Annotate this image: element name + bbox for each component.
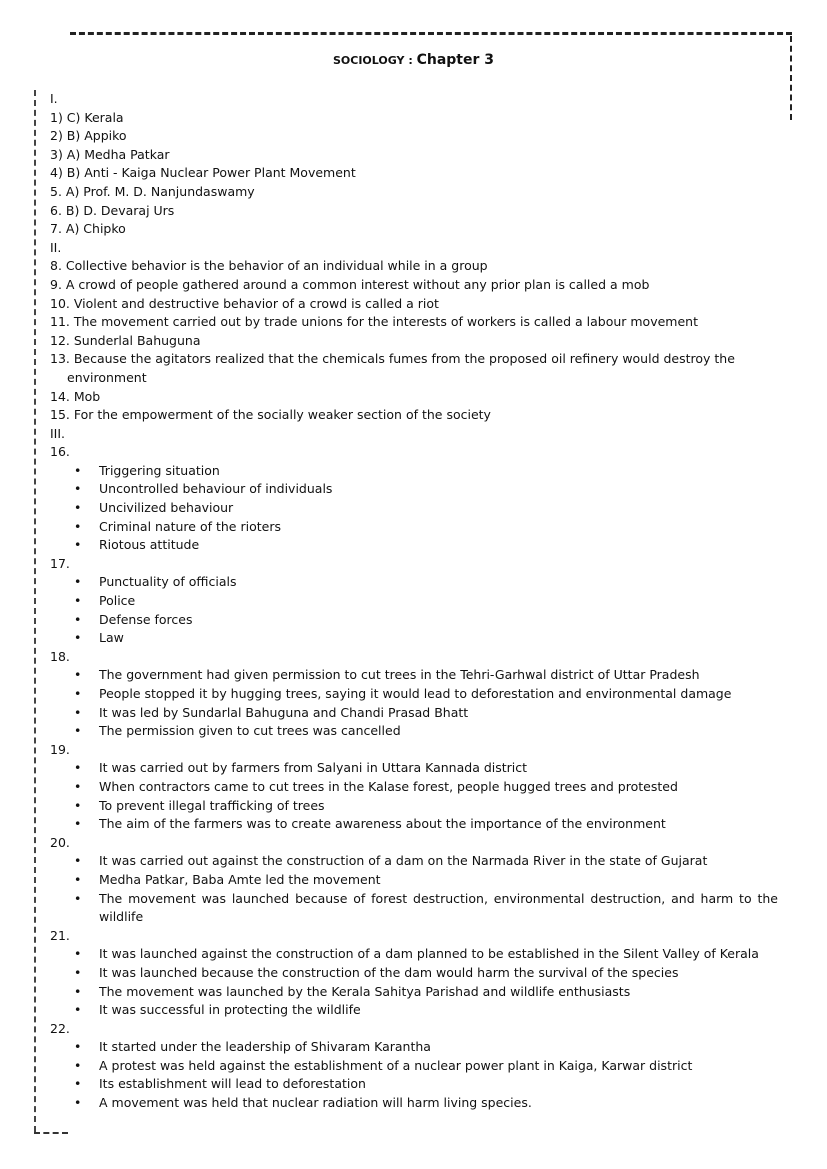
answer-line: 5. A) Prof. M. D. Nanjundaswamy xyxy=(50,183,255,199)
answer-line: 6. B) D. Devaraj Urs xyxy=(50,202,175,218)
question-number: 21. xyxy=(50,927,70,943)
answer-line: 13. Because the agitators realized that the chemicals fumes from the proposed oil refinery would destroy the environment xyxy=(50,351,735,385)
answer-line: 9. A crowd of people gathered around a common interest without any prior plan is called a mob xyxy=(50,276,650,292)
bullet-item: • Law xyxy=(50,629,778,648)
bullet-item: • It was launched against the construction of a dam planned to be established in the Silent Valley of Kerala xyxy=(50,945,778,964)
answer-line: 3) A) Medha Patkar xyxy=(50,146,170,162)
question-number: 20. xyxy=(50,834,70,850)
bullet-list xyxy=(50,759,778,833)
bullet-item: • Its establishment will lead to deforestation xyxy=(50,1075,778,1094)
chapter-label: Chapter 3 xyxy=(416,52,494,68)
bullet-item: • Uncivilized behaviour xyxy=(50,499,778,518)
answer-key xyxy=(50,90,778,1113)
bullet-item: • It was led by Sundarlal Bahuguna and Chandi Prasad Bhatt xyxy=(50,704,778,723)
bullet-item: • The aim of the farmers was to create awareness about the importance of the environment xyxy=(50,815,778,834)
answer-line: 7. A) Chipko xyxy=(50,221,126,237)
answer-line: 4) B) Anti - Kaiga Nuclear Power Plant Movement xyxy=(50,165,356,181)
bullet-item: • Medha Patkar, Baba Amte led the movement xyxy=(50,871,778,890)
answer-line: 1) C) Kerala xyxy=(50,109,124,125)
bullet-item: • Triggering situation xyxy=(50,462,778,481)
bullet-item: • It was launched because the construction of the dam would harm the survival of the species xyxy=(50,964,778,983)
bullet-item: • When contractors came to cut trees in the Kalase forest, people hugged trees and protested xyxy=(50,778,778,797)
bullet-item: • A movement was held that nuclear radiation will harm living species. xyxy=(50,1094,778,1113)
answer-line: 11. The movement carried out by trade unions for the interests of workers is called a labour movement xyxy=(50,314,698,330)
bullet-item: • Uncontrolled behaviour of individuals xyxy=(50,480,778,499)
page-border-top xyxy=(70,32,792,35)
page-border-right xyxy=(790,36,792,120)
question-number: 19. xyxy=(50,741,70,757)
bullet-list xyxy=(50,852,778,926)
bullet-list xyxy=(50,945,778,1019)
bullet-list xyxy=(50,462,778,555)
bullet-item: • The government had given permission to cut trees in the Tehri-Garhwal district of Uttar Pradesh xyxy=(50,666,778,685)
bullet-item: • It started under the leadership of Shivaram Karantha xyxy=(50,1038,778,1057)
bullet-list xyxy=(50,666,778,740)
question-number: 17. xyxy=(50,555,70,571)
bullet-item: • Police xyxy=(50,592,778,611)
bullet-item: • The movement was launched by the Kerala Sahitya Parishad and wildlife enthusiasts xyxy=(50,983,778,1002)
section-label: III. xyxy=(50,425,66,441)
bullet-list xyxy=(50,1038,778,1112)
subject-label: SOCIOLOGY : xyxy=(332,54,413,67)
bullet-item: • It was successful in protecting the wildlife xyxy=(50,1001,778,1020)
page-title xyxy=(0,52,827,68)
answer-line: 12. Sunderlal Bahuguna xyxy=(50,332,201,348)
question-number: 16. xyxy=(50,444,70,460)
bullet-item: • It was carried out by farmers from Salyani in Uttara Kannada district xyxy=(50,759,778,778)
bullet-item: • It was carried out against the construction of a dam on the Narmada River in the state of Gujarat xyxy=(50,852,778,871)
bullet-item: • Riotous attitude xyxy=(50,536,778,555)
bullet-item: • The permission given to cut trees was cancelled xyxy=(50,722,778,741)
section-label: I. xyxy=(50,91,58,106)
answer-line: 2) B) Appiko xyxy=(50,128,127,144)
bullet-item: • To prevent illegal trafficking of trees xyxy=(50,797,778,816)
question-number: 22. xyxy=(50,1020,70,1036)
page-border-bottom xyxy=(34,1132,68,1134)
bullet-item: • Defense forces xyxy=(50,611,778,630)
bullet-item: • People stopped it by hugging trees, saying it would lead to deforestation and environmental damage xyxy=(50,685,778,704)
bullet-list xyxy=(50,573,778,647)
answer-line: 10. Violent and destructive behavior of a crowd is called a riot xyxy=(50,295,439,311)
page-border-left xyxy=(34,90,36,1132)
bullet-item: • Criminal nature of the rioters xyxy=(50,518,778,537)
answer-line: 14. Mob xyxy=(50,388,101,404)
section-label: II. xyxy=(50,239,62,255)
bullet-item: • The movement was launched because of forest destruction, environmental destruction, and harm to the wildlife xyxy=(50,890,778,927)
answer-line: 8. Collective behavior is the behavior of an individual while in a group xyxy=(50,258,488,274)
bullet-item: • Punctuality of officials xyxy=(50,573,778,592)
question-number: 18. xyxy=(50,648,70,664)
answer-line: 15. For the empowerment of the socially weaker section of the society xyxy=(50,407,491,423)
bullet-item: • A protest was held against the establishment of a nuclear power plant in Kaiga, Karwar district xyxy=(50,1057,778,1076)
